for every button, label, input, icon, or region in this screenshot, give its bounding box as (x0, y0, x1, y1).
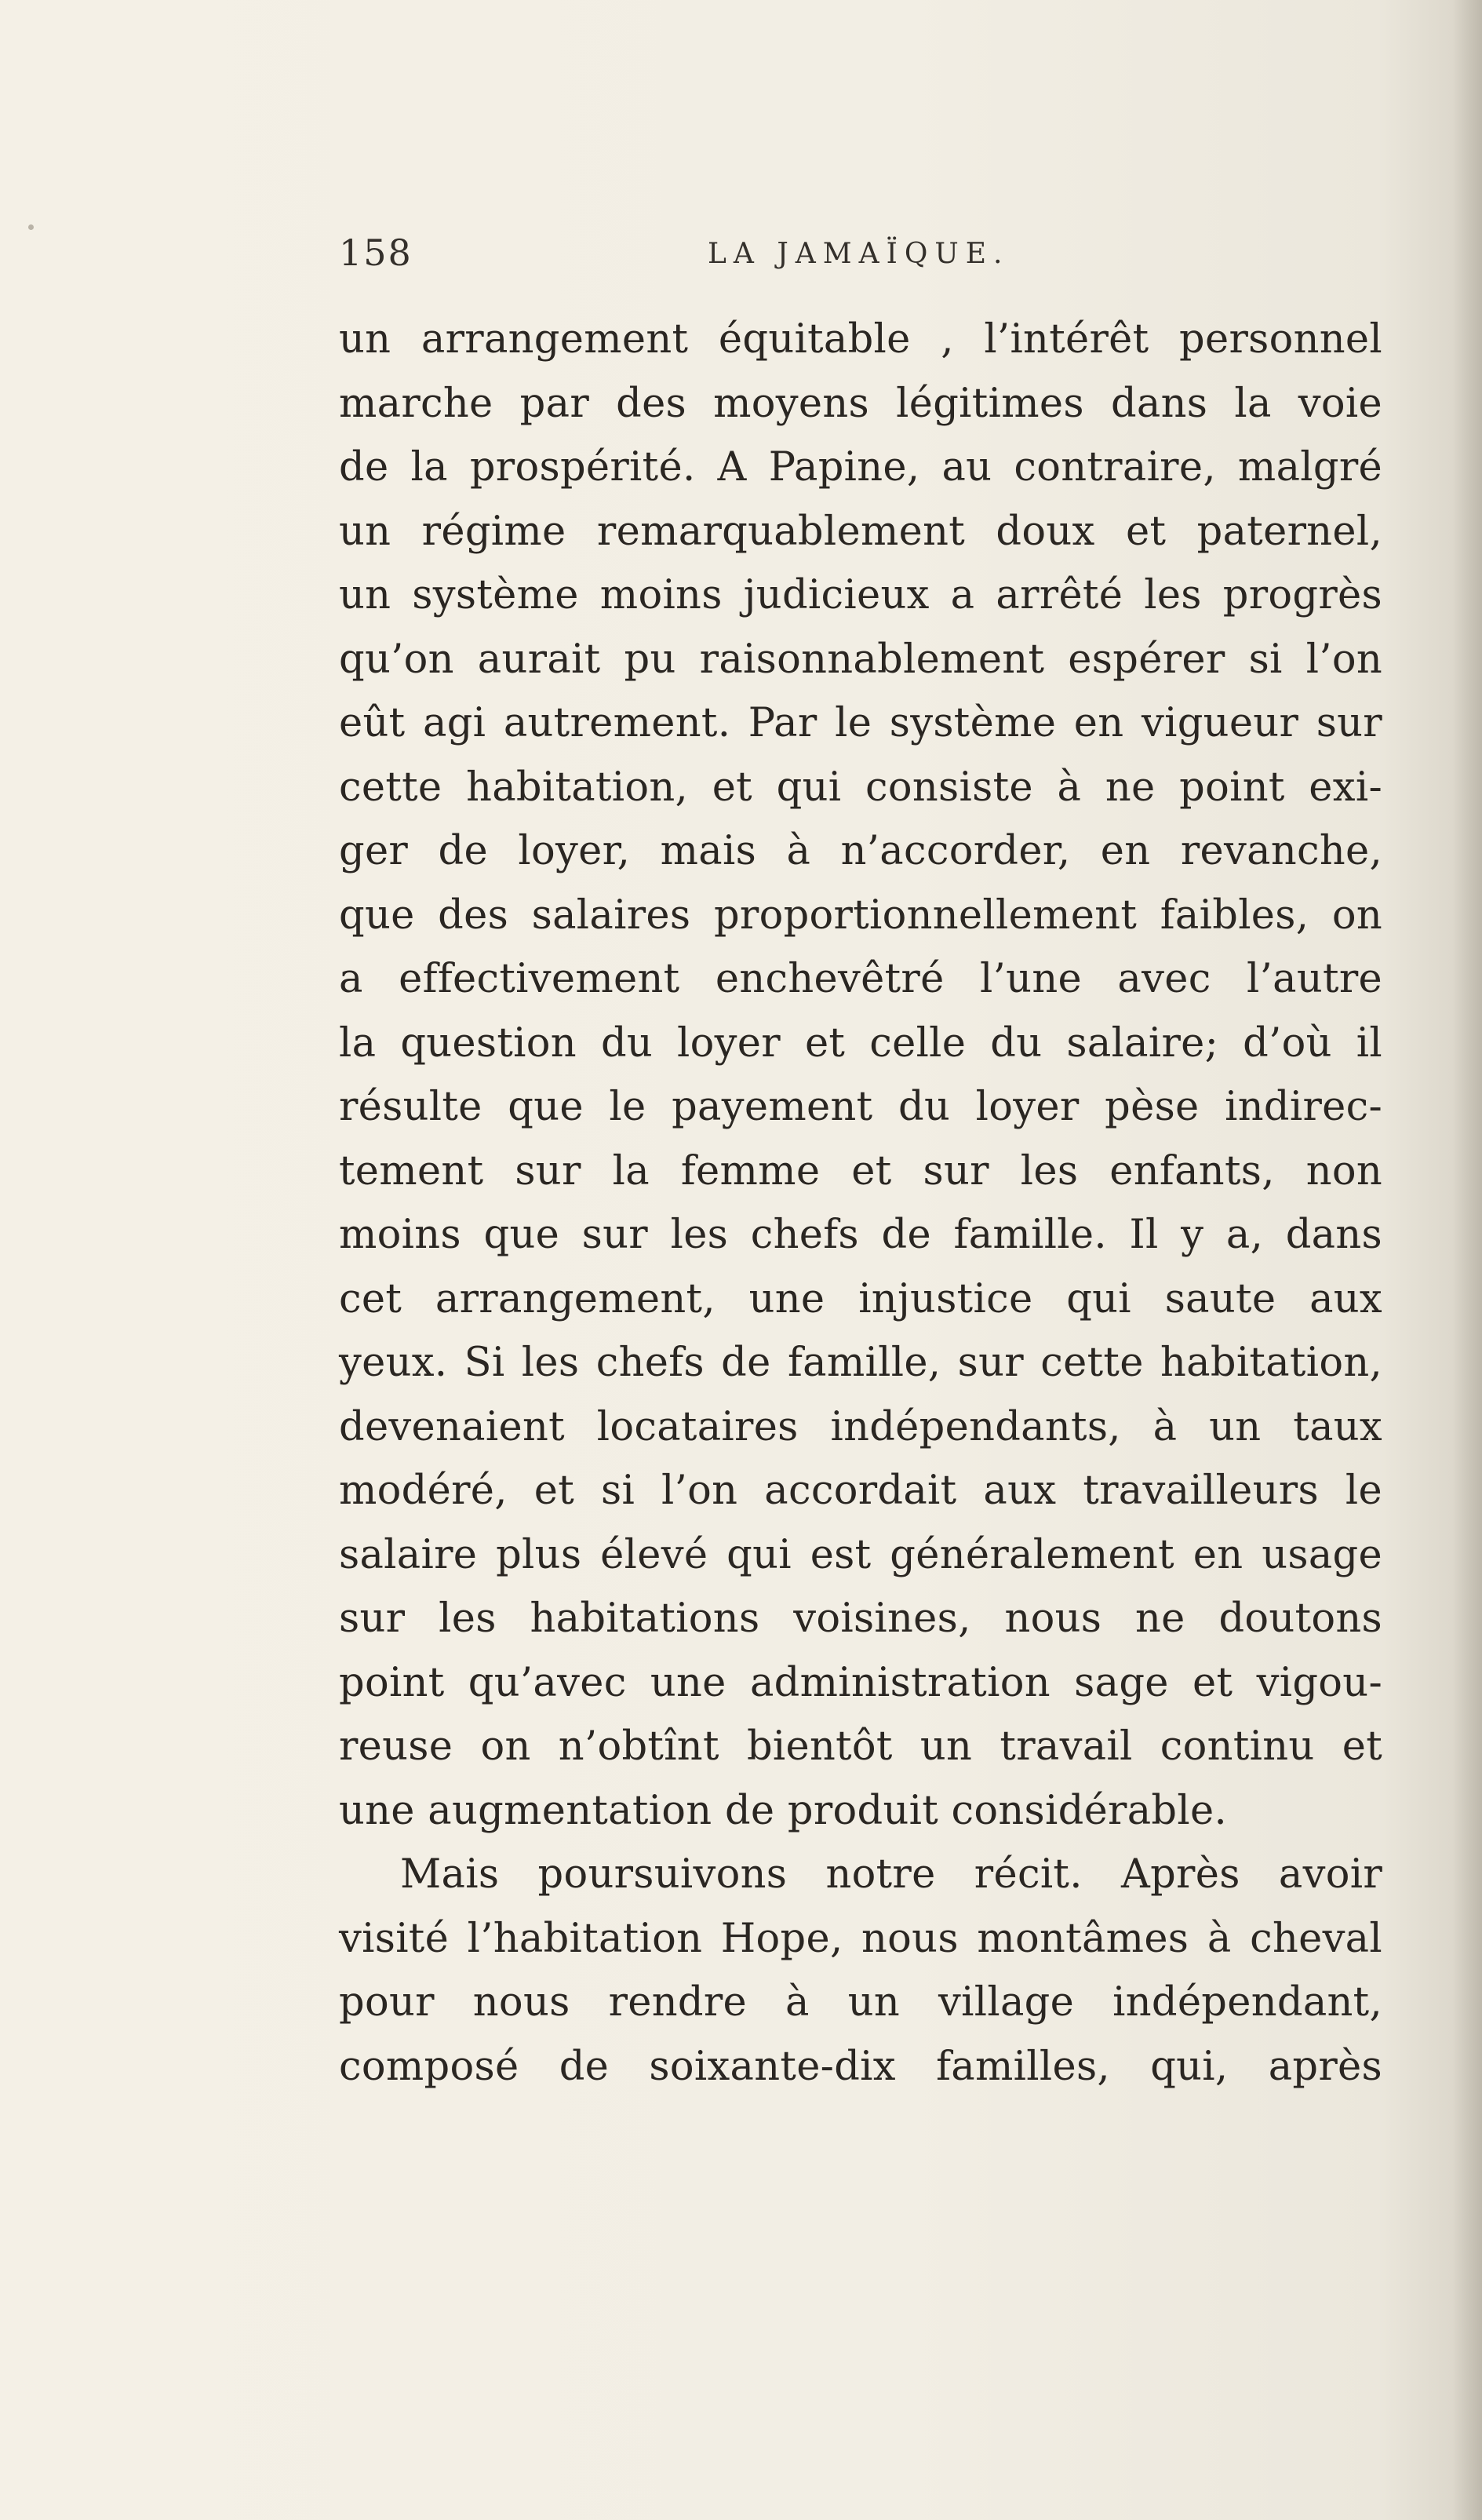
text-line: a effectivement enchevêtré l’une avec l’autre (339, 956, 1382, 1002)
body-text (339, 308, 1382, 2099)
text-line: sur les habitations voisines, nous ne doutons (339, 1596, 1382, 1642)
text-line: marche par des moyens légitimes dans la voie (339, 380, 1382, 427)
paper-speck (28, 224, 34, 230)
text-line: un arrangement équitable , l’intérêt personnel (339, 316, 1382, 363)
text-line: eût agi autrement. Par le système en vigueur sur (339, 700, 1382, 746)
text-line: reuse on n’obtînt bientôt un travail continu et (339, 1723, 1382, 1770)
text-line: devenaient locataires indépendants, à un taux (339, 1403, 1382, 1450)
page-edge-shadow (1452, 0, 1482, 2520)
text-line: une augmentation de produit considérable. (339, 1787, 1227, 1834)
text-line: ger de loyer, mais à n’accorder, en revanche, (339, 828, 1382, 874)
text-line: qu’on aurait pu raisonnablement espérer si l’on (339, 636, 1382, 683)
text-line: un système moins judicieux a arrêté les progrès (339, 572, 1382, 618)
text-line: pour nous rendre à un village indépendant, (339, 1979, 1382, 2026)
text-line: résulte que le payement du loyer pèse indirec- (339, 1084, 1382, 1130)
text-line: cet arrangement, une injustice qui saute aux (339, 1275, 1382, 1322)
text-line: visité l’habitation Hope, nous montâmes à cheval (339, 1915, 1382, 1962)
running-title: LA JAMAÏQUE. (708, 238, 1010, 270)
text-line: que des salaires proportionnellement faibles, on (339, 892, 1382, 939)
text-line: yeux. Si les chefs de famille, sur cette habitation, (339, 1340, 1382, 1386)
text-line: un régime remarquablement doux et paternel, (339, 508, 1382, 555)
text-line: salaire plus élevé qui est généralement en usage (339, 1531, 1382, 1578)
running-head (339, 232, 1390, 286)
text-line: tement sur la femme et sur les enfants, non (339, 1147, 1382, 1194)
text-line: Mais poursuivons notre récit. Après avoir (400, 1851, 1382, 1898)
text-line: cette habitation, et qui consiste à ne point exi- (339, 764, 1382, 811)
text-line: de la prospérité. A Papine, au contraire, malgré (339, 444, 1382, 491)
text-line: composé de soixante-dix familles, qui, après (339, 2043, 1382, 2090)
text-line: moins que sur les chefs de famille. Il y a, dans (339, 1212, 1382, 1258)
page-number: 158 (339, 232, 413, 274)
text-line: modéré, et si l’on accordait aux travailleurs le (339, 1468, 1382, 1514)
text-line: la question du loyer et celle du salaire; d’où il (339, 1019, 1382, 1067)
text-line: point qu’avec une administration sage et vigou- (339, 1659, 1382, 1706)
